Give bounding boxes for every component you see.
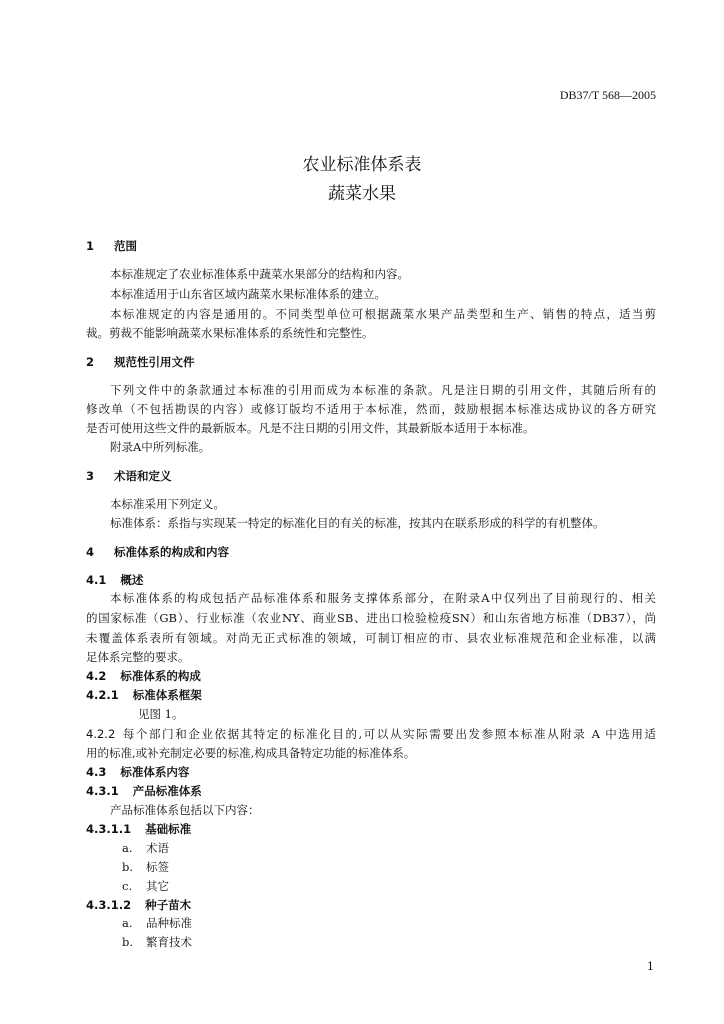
paragraph-text: 每个部门和企业依据其特定的标准化目的,可以从实际需要出发参照本标准从附录 A 中选用适 bbox=[121, 727, 656, 741]
subsection-heading-4-3-1 bbox=[86, 782, 656, 800]
section-title: 标准体系内容 bbox=[120, 765, 190, 779]
section-title: 基础标准 bbox=[145, 822, 192, 836]
section-number: 2 bbox=[86, 355, 95, 369]
list-marker: a. bbox=[122, 916, 133, 930]
list-text: 品种标准 bbox=[146, 916, 192, 930]
section-number: 4.3 bbox=[86, 765, 107, 779]
document-subtitle: 蔬菜水果 bbox=[328, 184, 396, 204]
section-heading-2 bbox=[86, 353, 656, 371]
paragraph: 产品标准体系包括以下内容： bbox=[110, 803, 260, 817]
paragraph-4-2-2 bbox=[86, 725, 656, 743]
paragraph: 本标准规定了农业标准体系中蔬菜水果部分的结构和内容。 bbox=[110, 267, 409, 281]
subsection-heading-4-2 bbox=[86, 667, 656, 685]
subsection-heading-4-2-1 bbox=[86, 686, 656, 704]
paragraph: 本标准采用下列定义。 bbox=[110, 497, 225, 511]
paragraph: 本标准规定的内容是通用的。不同类型单位可根据蔬菜水果产品类型和生产、销售的特点，适当剪 bbox=[110, 307, 656, 321]
list-item bbox=[122, 914, 656, 932]
subsection-heading-4-3-1-1 bbox=[86, 820, 656, 838]
section-title: 标准体系框架 bbox=[132, 688, 202, 702]
document-title: 农业标准体系表 bbox=[302, 155, 422, 175]
paragraph: 见图 1。 bbox=[138, 707, 184, 721]
subsection-heading-4-1 bbox=[86, 571, 656, 589]
list-item bbox=[122, 858, 656, 876]
section-title: 概述 bbox=[120, 573, 144, 587]
section-number: 1 bbox=[86, 239, 95, 253]
list-marker: b. bbox=[122, 860, 134, 874]
list-item bbox=[122, 877, 656, 895]
section-heading-3 bbox=[86, 467, 656, 485]
list-text: 繁育技术 bbox=[146, 935, 192, 949]
list-text: 其它 bbox=[146, 879, 169, 893]
section-title: 标准体系的构成 bbox=[120, 669, 201, 683]
page-number: 1 bbox=[647, 960, 654, 973]
list-marker: c. bbox=[122, 879, 133, 893]
list-text: 标签 bbox=[146, 860, 169, 874]
section-heading-1 bbox=[86, 237, 656, 255]
section-number: 4.2 bbox=[86, 669, 107, 683]
paragraph: 标准体系：系指与实现某一特定的标准化目的有关的标准，按其内在联系形成的科学的有机整体。 bbox=[110, 516, 605, 530]
section-title: 范围 bbox=[114, 239, 137, 253]
section-number: 4.2.1 bbox=[86, 688, 119, 702]
section-title: 标准体系的构成和内容 bbox=[114, 545, 229, 559]
list-marker: b. bbox=[122, 935, 134, 949]
paragraph: 未覆盖体系表所有领域。对尚无正式标准的领域，可制订相应的市、县农业标准规范和企业标准，以满 bbox=[86, 631, 656, 645]
section-number: 4.3.1 bbox=[86, 784, 119, 798]
section-title: 种子苗木 bbox=[145, 898, 192, 912]
section-heading-4 bbox=[86, 543, 656, 561]
section-number: 4.3.1.1 bbox=[86, 822, 132, 836]
paragraph: 是否可使用这些文件的最新版本。凡是不注日期的引用文件，其最新版本适用于本标准。 bbox=[86, 421, 535, 435]
section-title: 产品标准体系 bbox=[132, 784, 202, 798]
subsection-heading-4-3-1-2 bbox=[86, 896, 656, 914]
subsection-heading-4-3 bbox=[86, 763, 656, 781]
section-title: 规范性引用文件 bbox=[114, 355, 195, 369]
paragraph: 裁。剪裁不能影响蔬菜水果标准体系的系统性和完整性。 bbox=[86, 326, 374, 340]
paragraph: 附录A中所列标准。 bbox=[110, 440, 211, 454]
section-number: 4.2.2 bbox=[86, 727, 116, 741]
list-marker: a. bbox=[122, 841, 133, 855]
paragraph: 本标准适用于山东省区域内蔬菜水果标准体系的建立。 bbox=[110, 287, 386, 301]
section-number: 4 bbox=[86, 545, 95, 559]
list-item bbox=[122, 839, 656, 857]
paragraph: 的国家标准（GB）、行业标准（农业NY、商业SB、进出口检验检疫SN）和山东省地方标准（DB37），尚 bbox=[86, 611, 656, 625]
document-code: DB37/T 568—2005 bbox=[559, 88, 656, 102]
section-number: 3 bbox=[86, 469, 95, 483]
list-text: 术语 bbox=[146, 841, 169, 855]
list-item bbox=[122, 933, 656, 951]
section-number: 4.1 bbox=[86, 573, 107, 587]
paragraph: 本标准体系的构成包括产品标准体系和服务支撑体系部分，在附录A中仅列出了目前现行的、相关 bbox=[110, 591, 656, 605]
section-title: 术语和定义 bbox=[114, 469, 172, 483]
paragraph: 用的标准,或补充制定必要的标准,构成具备特定功能的标准体系。 bbox=[86, 746, 416, 760]
paragraph: 修改单（不包括勘误的内容）或修订版均不适用于本标准，然而，鼓励根据本标准达成协议的各方研究 bbox=[86, 402, 656, 416]
paragraph: 下列文件中的条款通过本标准的引用而成为本标准的条款。凡是注日期的引用文件，其随后所有的 bbox=[110, 383, 656, 397]
paragraph: 足体系完整的要求。 bbox=[86, 650, 190, 664]
section-number: 4.3.1.2 bbox=[86, 898, 132, 912]
